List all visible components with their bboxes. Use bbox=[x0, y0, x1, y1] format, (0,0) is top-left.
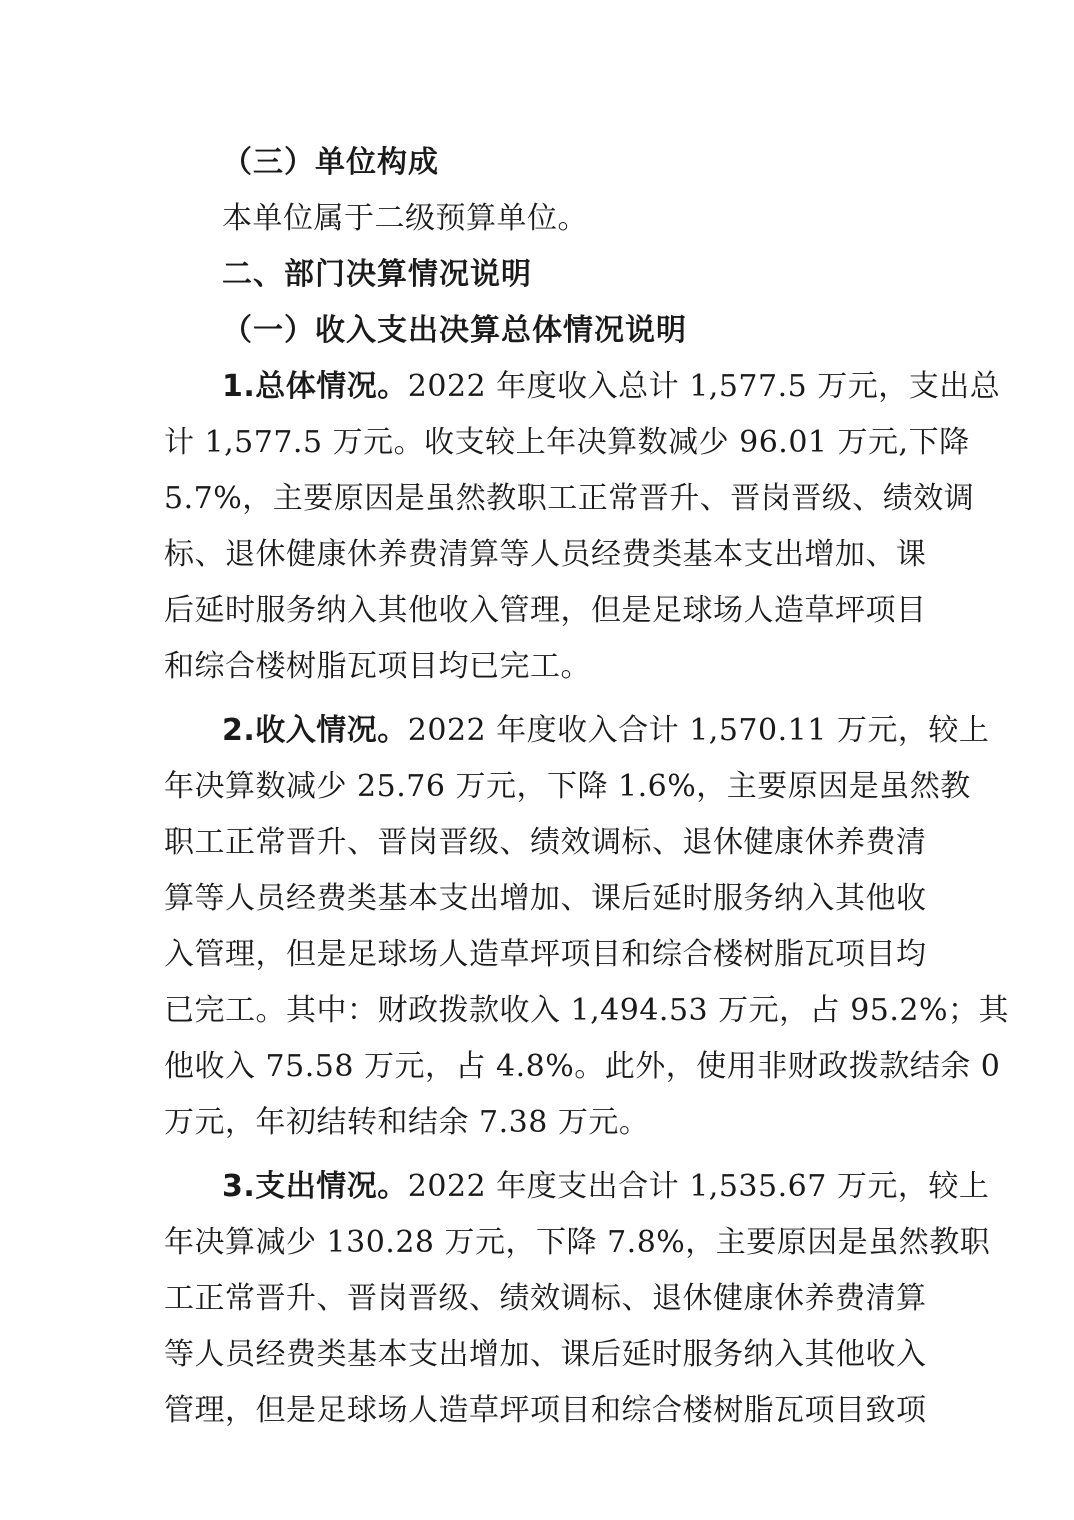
part-two-heading: 二、部门决算情况说明 bbox=[222, 257, 532, 292]
paragraph-lead: 3.支出情况。 bbox=[222, 1169, 408, 1204]
paragraph-text: 2022 年度收入总计 1,577.5 万元，支出总 bbox=[407, 369, 1001, 404]
paragraph-expenditure bbox=[164, 1159, 991, 1439]
paragraph-line: 和综合楼树脂瓦项目均已完工。 bbox=[164, 649, 591, 684]
paragraph-text: 2022 年度支出合计 1,535.67 万元，较上 bbox=[407, 1169, 990, 1204]
sub-heading-one: （一）收入支出决算总体情况说明 bbox=[222, 313, 687, 348]
paragraph-line: 后延时服务纳入其他收入管理，但是足球场人造草坪项目 bbox=[164, 593, 927, 628]
paragraph-lead: 2.收入情况。 bbox=[222, 713, 408, 748]
paragraph-line: 等人员经费类基本支出增加、课后延时服务纳入其他收入 bbox=[164, 1337, 927, 1372]
paragraph-line: 万元，年初结转和结余 7.38 万元。 bbox=[164, 1105, 650, 1140]
paragraph-line: 年决算减少 130.28 万元，下降 7.8%，主要原因是虽然教职 bbox=[164, 1225, 991, 1260]
paragraph-line: 5.7%，主要原因是虽然教职工正常晋升、晋岗晋级、绩效调 bbox=[164, 481, 975, 516]
paragraph-line: 他收入 75.58 万元，占 4.8%。此外，使用非财政拨款结余 0 bbox=[164, 1049, 1001, 1084]
paragraph-line bbox=[164, 1159, 990, 1215]
paragraph-line: 已完工。其中：财政拨款收入 1,494.53 万元，占 95.2%；其 bbox=[164, 993, 1010, 1028]
section-unit-heading: （三）单位构成 bbox=[222, 145, 439, 180]
paragraph-line: 标、退休健康休养费清算等人员经费类基本支出增加、课 bbox=[164, 537, 927, 572]
paragraph-overall bbox=[164, 359, 1001, 695]
paragraph-line: 职工正常晋升、晋岗晋级、绩效调标、退休健康休养费清 bbox=[164, 825, 927, 860]
paragraph-line bbox=[164, 703, 990, 759]
paragraph-income bbox=[164, 703, 1010, 1151]
paragraph-line: 工正常晋升、晋岗晋级、绩效调标、退休健康休养费清算 bbox=[164, 1281, 927, 1316]
paragraph-line: 入管理，但是足球场人造草坪项目和综合楼树脂瓦项目均 bbox=[164, 937, 927, 972]
paragraph-lead: 1.总体情况。 bbox=[222, 369, 408, 404]
paragraph-line: 算等人员经费类基本支出增加、课后延时服务纳入其他收 bbox=[164, 881, 927, 916]
paragraph-line bbox=[164, 359, 1001, 415]
paragraph-line: 计 1,577.5 万元。收支较上年决算数减少 96.01 万元,下降 bbox=[164, 425, 970, 460]
paragraph-line: 年决算数减少 25.76 万元，下降 1.6%，主要原因是虽然教 bbox=[164, 769, 971, 804]
paragraph-line: 管理，但是足球场人造草坪项目和综合楼树脂瓦项目致项 bbox=[164, 1393, 927, 1428]
unit-text: 本单位属于二级预算单位。 bbox=[222, 201, 588, 236]
paragraph-text: 2022 年度收入合计 1,570.11 万元，较上 bbox=[407, 713, 990, 748]
document-page bbox=[164, 135, 1010, 1439]
